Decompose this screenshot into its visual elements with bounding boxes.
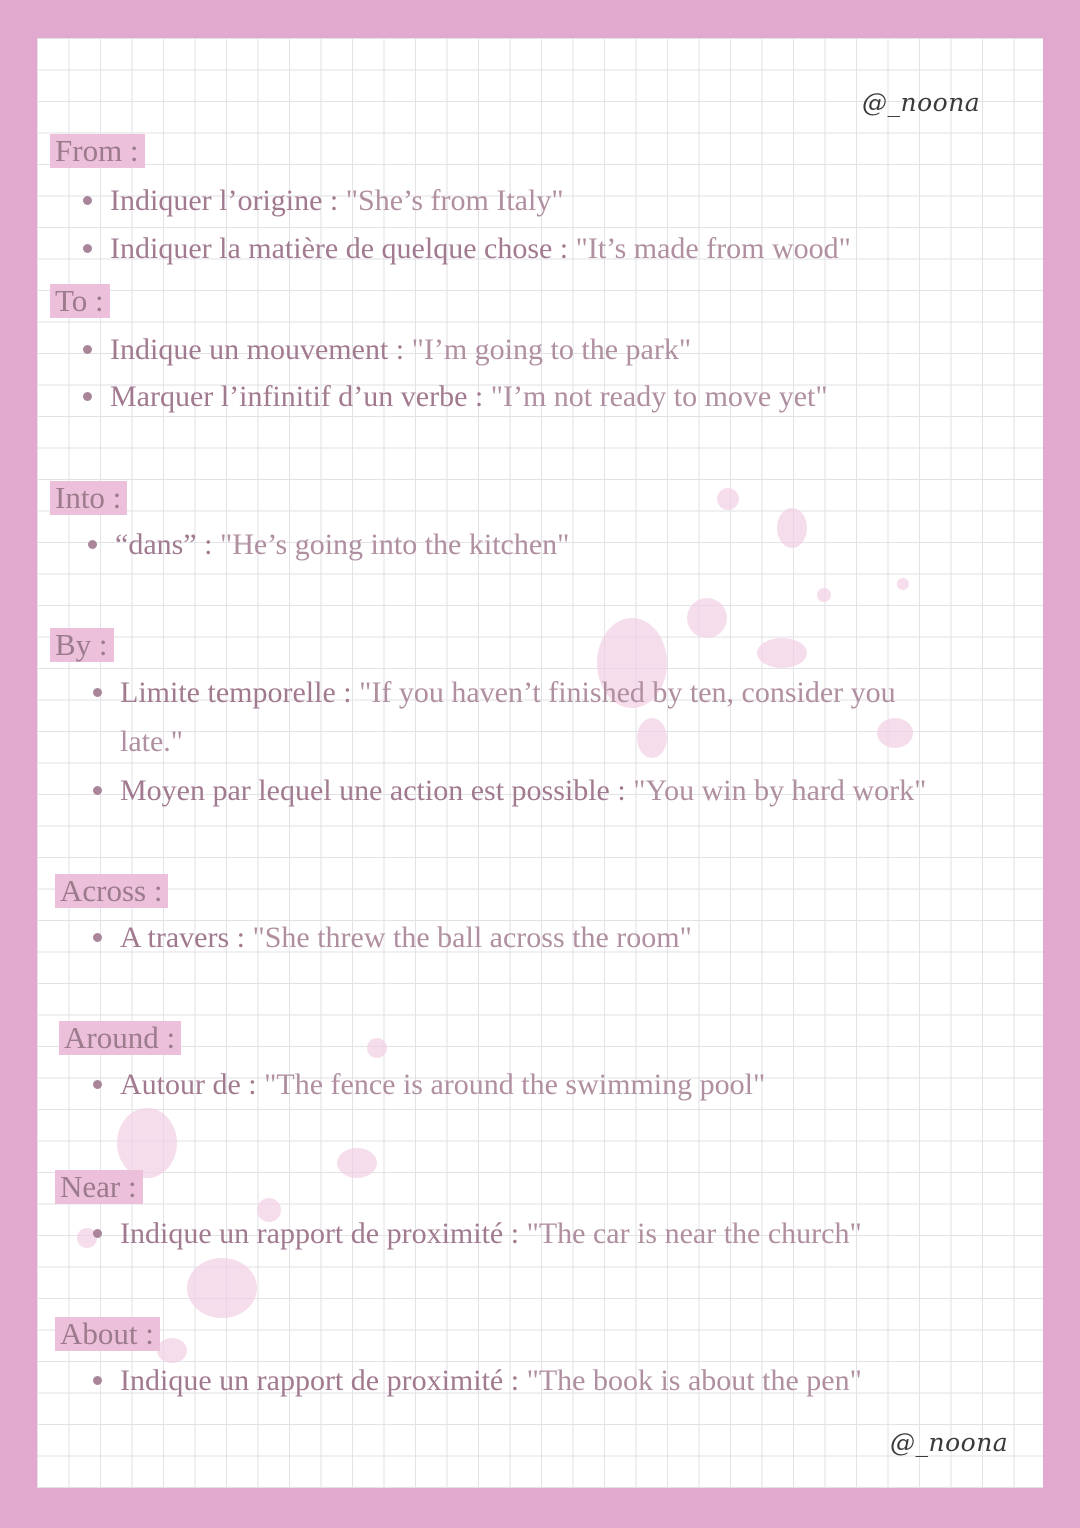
splatter-decoration — [187, 1258, 257, 1318]
list-item — [120, 668, 896, 717]
list-item — [110, 176, 564, 225]
item-example: "The car is near the church" — [519, 1217, 862, 1250]
item-lead: Autour de : — [120, 1068, 257, 1101]
item-lead: Indiquer l’origine : — [110, 184, 339, 217]
list-item — [120, 1356, 862, 1405]
heading-to: To : — [50, 284, 110, 318]
heading-from: From : — [50, 134, 145, 168]
splatter-decoration — [337, 1148, 377, 1178]
splatter-decoration — [117, 1108, 177, 1178]
item-example: "I’m going to the park" — [404, 333, 692, 366]
splatter-decoration — [687, 598, 727, 638]
item-example: "It’s made from wood" — [568, 232, 851, 265]
heading-near: Near : — [55, 1170, 143, 1204]
splatter-decoration — [367, 1038, 387, 1058]
heading-around: Around : — [59, 1021, 181, 1055]
splatter-decoration — [757, 638, 807, 668]
bullet-icon — [93, 1376, 102, 1385]
heading-across: Across : — [55, 874, 168, 908]
item-lead: Indique un rapport de proximité : — [120, 1217, 520, 1250]
splatter-decoration — [777, 508, 807, 548]
bullet-icon — [93, 933, 102, 942]
heading-into: Into : — [50, 481, 127, 515]
heading-about: About : — [55, 1317, 160, 1351]
splatter-decoration — [637, 718, 667, 758]
bullet-icon — [83, 345, 92, 354]
heading-by: By : — [50, 628, 114, 662]
item-lead: Moyen par lequel une action est possible : — [120, 774, 626, 807]
item-lead: Indique un mouvement : — [110, 333, 405, 366]
bullet-icon — [93, 786, 102, 795]
list-item — [115, 520, 569, 569]
list-item — [110, 372, 828, 421]
list-item — [110, 325, 691, 374]
notebook-sheet — [37, 38, 1043, 1488]
item-example: "She threw the ball across the room" — [244, 921, 692, 954]
bullet-icon — [93, 688, 102, 697]
bullet-icon — [83, 244, 92, 253]
bullet-icon — [88, 540, 97, 549]
bullet-icon — [83, 392, 92, 401]
item-example: "She’s from Italy" — [338, 184, 564, 217]
item-example: "He’s going into the kitchen" — [212, 528, 570, 561]
item-lead: Indique un rapport de proximité : — [120, 1364, 520, 1397]
list-item — [120, 1209, 862, 1258]
list-item — [120, 1060, 765, 1109]
splatter-decoration — [717, 488, 739, 510]
author-handle: @_noona — [862, 88, 981, 117]
bullet-icon — [93, 1080, 102, 1089]
list-item — [120, 913, 692, 962]
item-lead: “dans” : — [115, 528, 213, 561]
item-lead: Limite temporelle : — [120, 676, 352, 709]
bullet-icon — [93, 1229, 102, 1238]
list-item — [110, 224, 851, 273]
item-example: "You win by hard work" — [625, 774, 927, 807]
author-handle: @_noona — [890, 1428, 1009, 1457]
item-example: "I’m not ready to move yet" — [483, 380, 828, 413]
item-example: "The fence is around the swimming pool" — [256, 1068, 766, 1101]
item-lead: Marquer l’infinitif d’un verbe : — [110, 380, 484, 413]
item-example: "The book is about the pen" — [519, 1364, 862, 1397]
list-item — [120, 766, 926, 815]
item-lead: A travers : — [120, 921, 245, 954]
item-example: "If you haven’t finished by ten, consider you — [351, 676, 896, 709]
splatter-decoration — [877, 718, 913, 748]
item-example-continuation: late." — [120, 725, 184, 758]
splatter-decoration — [817, 588, 831, 602]
bullet-icon — [83, 196, 92, 205]
item-lead: Indiquer la matière de quelque chose : — [110, 232, 569, 265]
splatter-decoration — [897, 578, 909, 590]
